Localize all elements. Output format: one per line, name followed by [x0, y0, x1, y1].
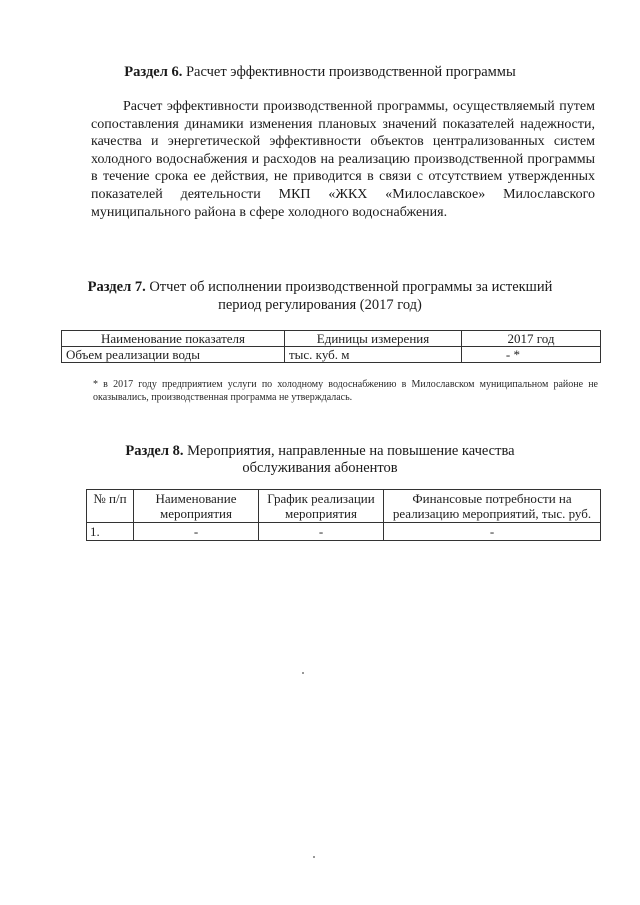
section7-heading-line1 — [0, 278, 640, 296]
table-row — [62, 347, 601, 363]
section6-label: Раздел 6. — [124, 64, 183, 80]
scan-speck — [302, 672, 304, 674]
header-cell-financing: Финансовые потребности на реализацию мероприятий, тыс. руб. — [384, 490, 601, 523]
table-cell: - — [384, 523, 601, 541]
table-cell: - * — [462, 347, 601, 363]
section7-title-line1: Отчет об исполнении производственной программы за истекший — [145, 279, 553, 295]
section7-heading-line2: период регулирования (2017 год) — [218, 297, 422, 313]
table-cell: 1. — [87, 523, 134, 541]
section7-footnote: * в 2017 году предприятием услуги по холодному водоснабжению в Милославском муниципальном районе не оказывались, производственная программа не утверждалась. — [93, 379, 598, 403]
table-cell: Объем реализации воды — [62, 347, 285, 363]
section6-body: Расчет эффективности производственной программы, осуществляемый путем сопоставления динамики изменения плановых значений показателей надежности, качества и энергетической эффективности объектов централизованных систем холодного водоснабжения и расходов на реализацию производственной программы в течение срока ее действия, не приводится в связи с отсутствием утвержденных показателей деятельности МКП «ЖКХ «Милославское» Милославского муниципального района в сфере холодного водоснабжения. — [91, 99, 595, 220]
header-cell-activity: Наименование мероприятия — [134, 490, 259, 523]
section8-title-line1: Мероприятия, направленные на повышение качества — [183, 443, 515, 459]
table-cell: тыс. куб. м — [285, 347, 462, 363]
table-cell: - — [259, 523, 384, 541]
section6-heading — [0, 63, 640, 81]
section8-heading-line2: обслуживания абонентов — [242, 460, 398, 476]
table-row — [87, 523, 601, 541]
table-header-row — [87, 490, 601, 523]
section7-table — [61, 330, 601, 363]
table-cell: - — [134, 523, 259, 541]
header-cell-units: Единицы измерения — [285, 331, 462, 347]
section7-label: Раздел 7. — [87, 279, 146, 295]
table-header-row — [62, 331, 601, 347]
header-cell-number: № п/п — [87, 490, 134, 523]
header-cell-schedule: График реализации мероприятия — [259, 490, 384, 523]
section6-title: Расчет эффективности производственной программы — [182, 64, 516, 80]
section8-label: Раздел 8. — [125, 443, 184, 459]
header-cell-year: 2017 год — [462, 331, 601, 347]
section8-heading-line1 — [0, 442, 640, 460]
scan-speck — [313, 856, 315, 858]
section6-paragraph — [91, 98, 595, 221]
header-cell-indicator: Наименование показателя — [62, 331, 285, 347]
section8-table — [86, 489, 601, 541]
